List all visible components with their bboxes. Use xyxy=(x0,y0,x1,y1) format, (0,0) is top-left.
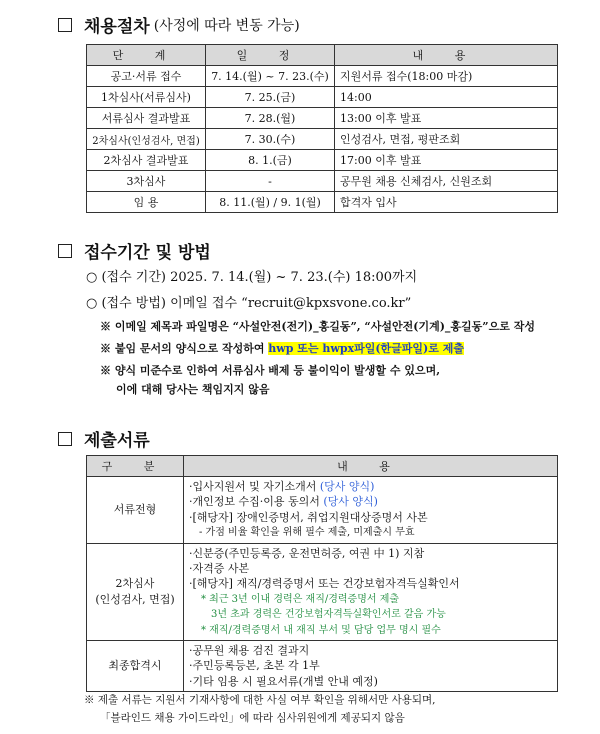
footnote-usage: ※ 제출 서류는 지원서 기재사항에 대한 사실 여부 확인을 위해서만 사용되며, xyxy=(84,694,436,706)
table-row: 3차심사 - 공무원 채용 신체검사, 신원조회 xyxy=(87,171,558,192)
table-row: 서류전형 ·입사지원서 및 자기소개서 (당사 양식) ·개인정보 수집·이용 동의서 (당사 양식) ·[해당자] 장애인증명서, 취업지원대상증명서 사본 - 가점 비율 확인을 위해 필수 제출, 미제출시 무효 xyxy=(87,477,558,544)
table-row: 최종합격시 ·공무원 채용 검진 결과지 ·주민등록등본, 초본 각 1부 ·기타 임용 시 필요서류(개별 안내 예정) xyxy=(87,641,558,692)
table-row: 2차심사 (인성검사, 면접) ·신분증(주민등록증, 운전면허증, 여권 中 1) 지참 ·자격증 사본 ·[해당자] 재직/경력증명서 또는 건강보험자격득실확인서 * 최근 3년 이내 경력은 재직/경력증명서 제출 3년 초과 경력은 건강보험자격득실확인서로 갈음 가능 * 재직/경력증명서 내 재직 부서 및 담당 업무 명시 필수 xyxy=(87,543,558,640)
application-method: ○ (접수 방법) 이메일 접수 “recruit@kpxsvone.co.kr” xyxy=(86,296,412,311)
table-row: 2차심사 결과발표 8. 1.(금) 17:00 이후 발표 xyxy=(87,150,558,171)
table-row: 서류심사 결과발표 7. 28.(월) 13:00 이후 발표 xyxy=(87,108,558,129)
highlighted-format: hwp 또는 hwpx파일(한글파일)로 제출 xyxy=(268,342,464,355)
table-row: 공고·서류 접수 7. 14.(월) ~ 7. 23.(수) 지원서류 접수(18:00 마감) xyxy=(87,66,558,87)
section-heading-application: 접수기간 및 방법 xyxy=(58,238,211,263)
documents-table xyxy=(86,455,558,692)
note-format: ※ 붙임 문서의 양식으로 작성하여 hwp 또는 hwpx파일(한글파일)로 제출 xyxy=(100,342,464,355)
footnote-blind: 「블라인드 채용 가이드라인」에 따라 심사위원에게 제공되지 않음 xyxy=(100,712,405,724)
section-heading-procedure: 채용절차 (사정에 따라 변동 가능) xyxy=(58,12,300,37)
checkbox-square-icon xyxy=(58,244,72,258)
table-header-row: 구 분 내 용 xyxy=(87,456,558,477)
table-row: 1차심사(서류심사) 7. 25.(금) 14:00 xyxy=(87,87,558,108)
table-row: 임 용 8. 11.(월) / 9. 1(월) 합격자 입사 xyxy=(87,192,558,213)
checkbox-square-icon xyxy=(58,432,72,446)
note-filename: ※ 이메일 제목과 파일명은 “사설안전(전기)_홍길동”, “사설안전(기계)_홍길동”으로 작성 xyxy=(100,320,535,333)
note-penalty-cont: 이에 대해 당사는 책임지지 않음 xyxy=(116,383,270,396)
note-penalty: ※ 양식 미준수로 인하여 서류심사 배제 등 불이익이 발생할 수 있으며, xyxy=(100,364,441,377)
table-row: 2차심사(인성검사, 면접) 7. 30.(수) 인성검사, 면접, 평판조회 xyxy=(87,129,558,150)
application-period: ○ (접수 기간) 2025. 7. 14.(월) ~ 7. 23.(수) 18:00까지 xyxy=(86,270,418,285)
table-header-row: 단 계 일 정 내 용 xyxy=(87,45,558,66)
section-heading-documents: 제출서류 xyxy=(58,426,150,451)
procedure-table xyxy=(86,44,558,213)
checkbox-square-icon xyxy=(58,18,72,32)
